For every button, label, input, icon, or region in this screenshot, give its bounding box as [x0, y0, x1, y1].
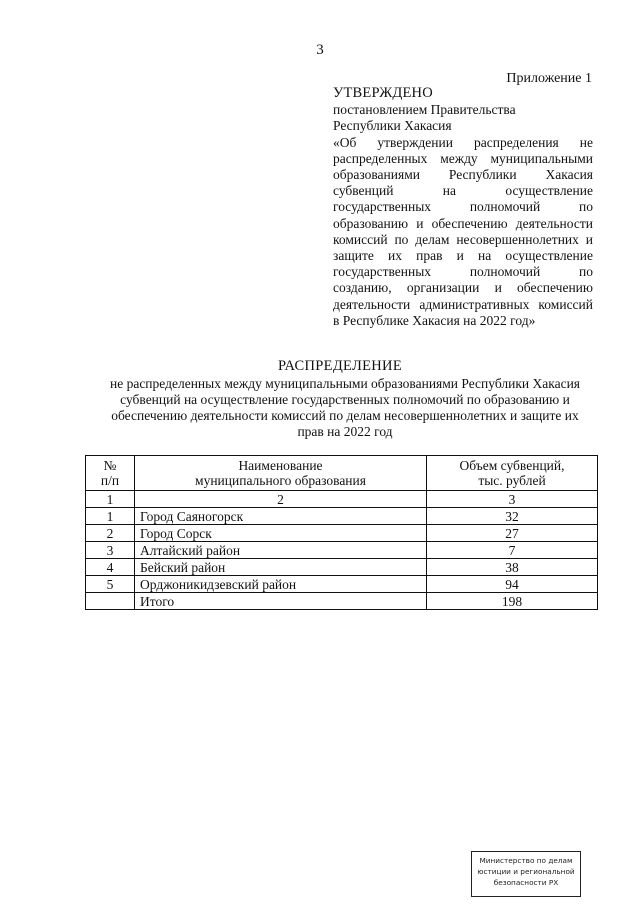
- stamp-line: юстиции и региональной: [477, 867, 575, 876]
- row-amount: 7: [427, 542, 598, 559]
- approval-line: образованиями Республики Хакасия: [333, 167, 593, 183]
- header-number: [86, 456, 135, 491]
- approval-line: «Об утверждении распределения не: [333, 134, 593, 150]
- row-amount: 27: [427, 525, 598, 542]
- column-index: 3: [427, 491, 598, 508]
- approval-line: деятельности административных комиссий: [333, 296, 593, 312]
- page-number: 3: [316, 42, 324, 58]
- column-index: 1: [86, 491, 135, 508]
- subtitle-line: обеспечению деятельности комиссий по делам несовершеннолетних и защите их: [111, 408, 579, 423]
- document-title: РАСПРЕДЕЛЕНИЕ: [278, 358, 402, 374]
- document-subtitle: [90, 376, 600, 440]
- header-name: [135, 456, 427, 491]
- approval-text: [333, 102, 593, 329]
- header-name-line: муниципального образования: [195, 473, 366, 488]
- row-number: 1: [86, 508, 135, 525]
- total-row: [86, 593, 598, 610]
- table-row: [86, 542, 598, 559]
- ministry-stamp: [471, 851, 581, 897]
- approval-line: субвенций на осуществление: [333, 183, 593, 199]
- table-row: [86, 508, 598, 525]
- row-amount: 32: [427, 508, 598, 525]
- header-amount-line: тыс. рублей: [478, 473, 546, 488]
- distribution-table: [85, 455, 598, 610]
- header-number-line: п/п: [100, 473, 120, 488]
- row-number: 3: [86, 542, 135, 559]
- header-number-line: №: [103, 458, 117, 473]
- row-name: Город Сорск: [135, 525, 427, 542]
- row-number: 5: [86, 576, 135, 593]
- row-name: Бейский район: [135, 559, 427, 576]
- approval-line: созданию, организации и обеспечению: [333, 280, 593, 296]
- approval-line: государственных полномочий по: [333, 264, 593, 280]
- table-row: [86, 559, 598, 576]
- approval-line: комиссий по делам несовершеннолетних и: [333, 231, 593, 247]
- approved-heading: УТВЕРЖДЕНО: [333, 85, 433, 101]
- approval-line: распределенных между муниципальными: [333, 150, 593, 166]
- column-index-row: [86, 491, 598, 508]
- header-amount: [427, 456, 598, 491]
- row-number: 4: [86, 559, 135, 576]
- table-header-row: [86, 456, 598, 491]
- header-amount-line: Объем субвенций,: [459, 458, 565, 473]
- row-name: Город Саяногорск: [135, 508, 427, 525]
- total-number: [86, 593, 135, 610]
- subtitle-line: субвенций на осуществление государственных полномочий по образованию и: [120, 392, 570, 407]
- approval-line: Республики Хакасия: [333, 118, 452, 134]
- total-label: Итого: [135, 593, 427, 610]
- approval-line: государственных полномочий по: [333, 199, 593, 215]
- row-number: 2: [86, 525, 135, 542]
- appendix-label: Приложение 1: [506, 71, 592, 86]
- row-amount: 94: [427, 576, 598, 593]
- row-amount: 38: [427, 559, 598, 576]
- column-index: 2: [135, 491, 427, 508]
- approval-line: образованию и обеспечению деятельности: [333, 215, 593, 231]
- stamp-line: Министерство по делам: [479, 856, 573, 865]
- stamp-line: безопасности РХ: [493, 878, 559, 887]
- total-amount: 198: [427, 593, 598, 610]
- table-row: [86, 576, 598, 593]
- subtitle-line: прав на 2022 год: [297, 424, 393, 439]
- row-name: Орджоникидзевский район: [135, 576, 427, 593]
- approval-line: в Республике Хакасия на 2022 год»: [333, 312, 536, 328]
- row-name: Алтайский район: [135, 542, 427, 559]
- approval-block: [333, 85, 593, 329]
- approval-line: постановлением Правительства: [333, 102, 516, 118]
- table-row: [86, 525, 598, 542]
- subtitle-line: не распределенных между муниципальными образованиями Республики Хакасия: [109, 376, 581, 391]
- header-name-line: Наименование: [238, 458, 323, 473]
- approval-line: защите их прав и на осуществление: [333, 248, 593, 264]
